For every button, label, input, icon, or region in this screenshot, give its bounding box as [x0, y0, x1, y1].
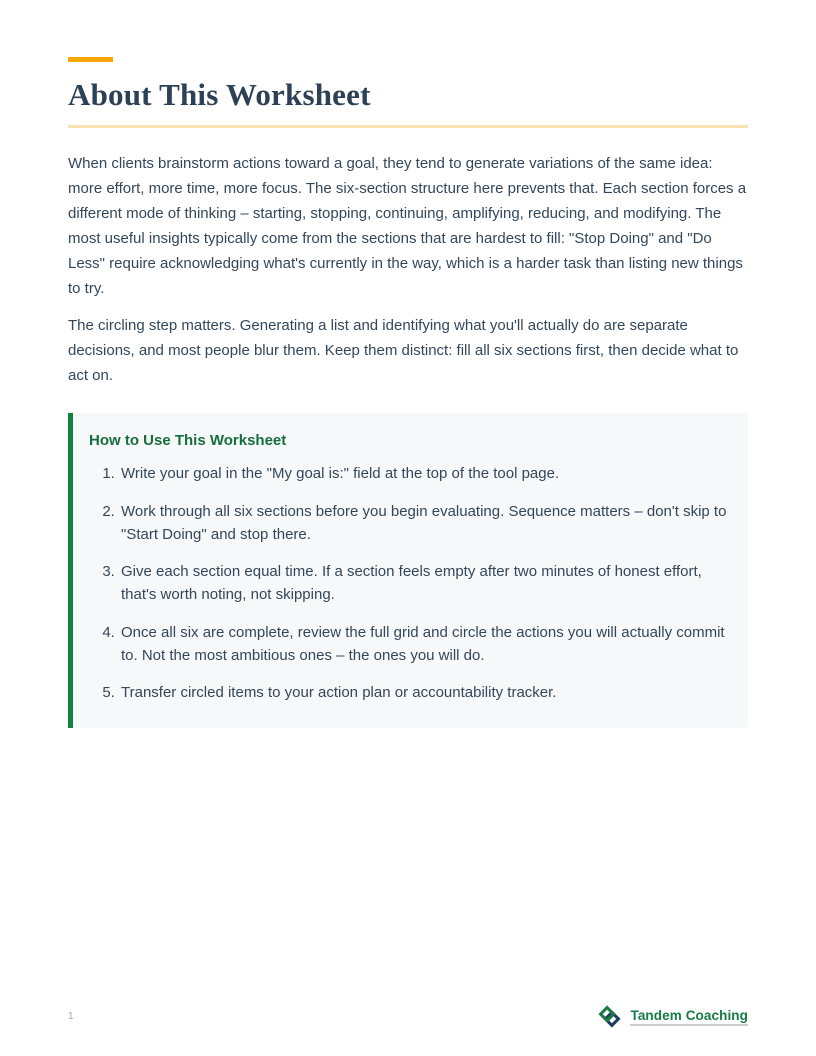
step-item-4: 4. Once all six are complete, review the full grid and circle the actions you will actually commit to. Not the most ambitious ones – the ones you will do.	[119, 621, 728, 667]
intro-paragraph-1: When clients brainstorm actions toward a goal, they tend to generate variations of the same idea: more effort, more time, more focus. The six-section structure here prevents that. Each section forces a different mode of thinking – starting, stopping, continuing, amplifying, reducing, and modifying. The most useful insights typically come from the sections that are hardest to fill: "Stop Doing" and "Do Less" require acknowledging what's currently in the way, which is a harder task than listing new things to try.	[68, 155, 747, 297]
callout-heading: How to Use This Worksheet	[89, 432, 287, 449]
title-divider	[68, 125, 748, 128]
brand-logo	[596, 1003, 748, 1030]
page-number: 1	[68, 1011, 74, 1022]
step-item-2: 2. Work through all six sections before you begin evaluating. Sequence matters – don't skip to "Start Doing" and stop there.	[119, 500, 728, 546]
step-item-1: 1. Write your goal in the "My goal is:" field at the top of the tool page.	[119, 462, 728, 485]
step-item-3: 3. Give each section equal time. If a section feels empty after two minutes of honest effort, that's worth noting, not skipping.	[119, 560, 728, 606]
brand-name: Tandem Coaching	[630, 1008, 748, 1026]
step-item-5: 5. Transfer circled items to your action plan or accountability tracker.	[119, 681, 728, 704]
interlocking-diamonds-icon	[596, 1003, 623, 1030]
intro-paragraph-2: The circling step matters. Generating a list and identifying what you'll actually do are separate decisions, and most people blur them. Keep them distinct: fill all six sections first, then decide what to act on.	[68, 317, 739, 384]
steps-list	[89, 462, 728, 704]
how-to-callout	[68, 413, 748, 728]
accent-dash	[68, 57, 113, 62]
page-title: About This Worksheet	[68, 77, 371, 112]
page-footer	[68, 1003, 748, 1030]
